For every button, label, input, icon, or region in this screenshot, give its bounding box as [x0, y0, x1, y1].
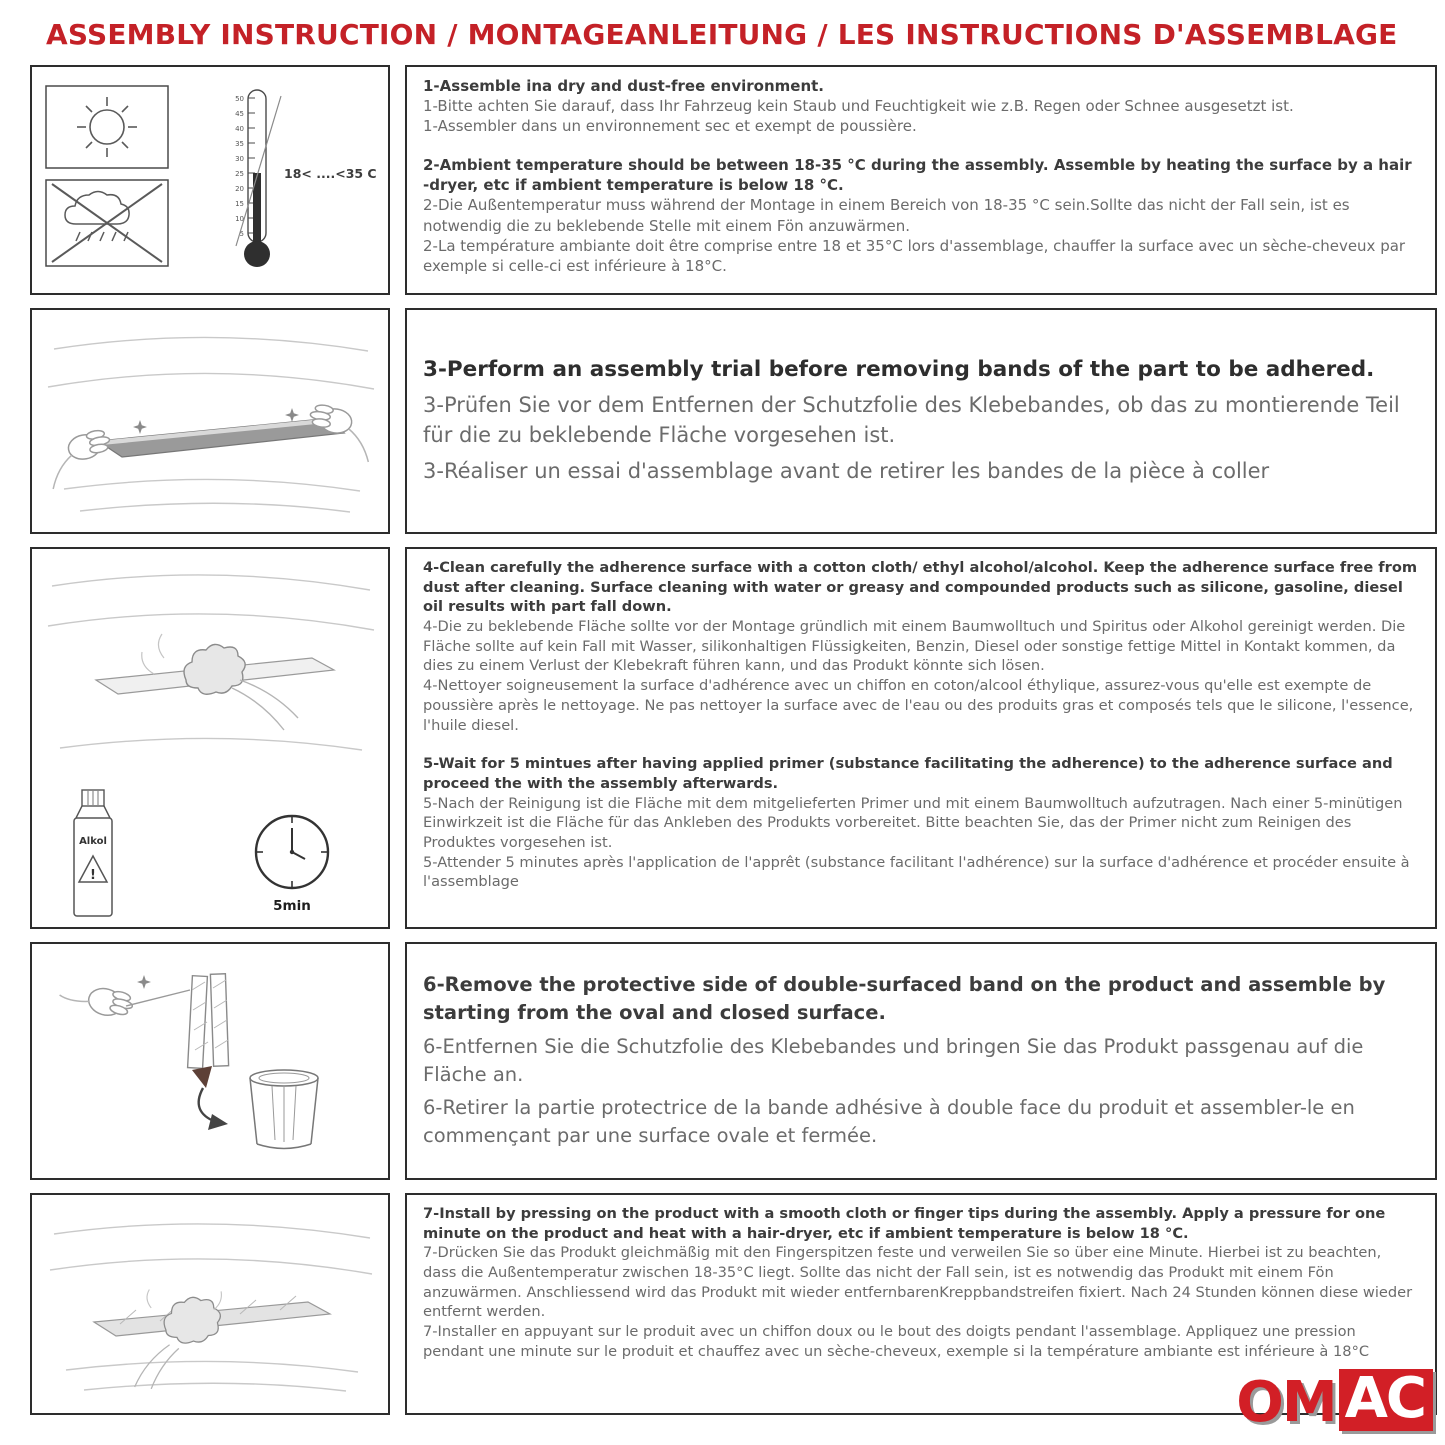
illustration-box-clean: [30, 547, 390, 929]
step-paragraph: 4-Clean carefully the adherence surface with a cotton cloth/ ethyl alcohol/alcohol. Keep the adherence surface free from dust after cleaning. Surface cleaning with water or greasy and compounded products such as silicone, gasoline, diesel oil results with part fall down.: [423, 559, 1418, 616]
step-row-2: [30, 308, 1437, 534]
step-paragraph: 5-Attender 5 minutes après l'application de l'apprêt (substance facilitant l'adhérence) sur la surface d'adhérence et procéder ensuite à l'assemblage: [423, 853, 1410, 891]
sparkle-icon: [137, 975, 151, 989]
step-row-5: [30, 1193, 1437, 1415]
step-paragraph: 3-Prüfen Sie vor dem Entfernen der Schutzfolie des Klebebandes, ob das zu montierende Teil für die zu beklebende Fläche vorgesehen ist.: [423, 393, 1400, 447]
hand-icon: [58, 975, 136, 1021]
step-text-band: [405, 942, 1437, 1180]
rain-cross-icon: [52, 184, 162, 262]
step-text-clean: [405, 547, 1437, 929]
step-paragraph: 6-Remove the protective side of double-surfaced band on the product and assemble by starting from the oval and closed surface.: [423, 973, 1386, 1025]
bottle-label: Alkol: [79, 836, 107, 847]
svg-text:10: 10: [234, 214, 244, 223]
illustration-box-press: [30, 1193, 390, 1415]
warning-exclamation: !: [90, 868, 96, 883]
step-text-environment: [405, 65, 1437, 295]
step-paragraph: 3-Réaliser un essai d'assemblage avant de retirer les bandes de la pièce à coller: [423, 458, 1270, 483]
svg-text:45: 45: [234, 109, 244, 118]
clock-label: 5min: [273, 898, 311, 914]
svg-text:5: 5: [239, 229, 244, 238]
temperature-illustration: [38, 78, 383, 283]
omac-logo: [1236, 1366, 1433, 1435]
step-paragraph: 2-Ambient temperature should be between 18-35 °C during the assembly. Assemble by heating the surface by a hair -dryer, etc if ambient temperature is below 18 °C.: [423, 156, 1412, 195]
thermometer-range-label: 18< ....<35 C: [283, 165, 377, 181]
adhesive-bands-icon: [188, 973, 229, 1068]
cloth-icon: [135, 1290, 222, 1389]
svg-text:50: 50: [234, 94, 244, 103]
step-row-1: [30, 65, 1437, 295]
alcohol-bottle-icon: [74, 790, 112, 916]
step-row-4: [30, 942, 1437, 1180]
illustration-box-environment: [30, 65, 390, 295]
step-paragraph: 1-Assembler dans un environnement sec et exempt de poussière.: [423, 117, 917, 136]
svg-text:25: 25: [234, 169, 244, 178]
step-paragraph: 4-Nettoyer soigneusement la surface d'adhérence avec un chiffon en coton/alcool éthylique, assurez-vous qu'elle est exempte de poussière après le nettoyage. Ne pas nettoyer la surface avec de l'eau ou des produits gras et composés tels que le silicone, l'essence, l'huile diesel.: [423, 677, 1414, 734]
step-paragraph: 7-Install by pressing on the product with a smooth cloth or finger tips during the assembly. Apply a pressure for one minute on the product and heat with a hair-dryer, etc if ambient temperature is below 18 °C.: [423, 1205, 1386, 1242]
step-paragraph: 2-La température ambiante doit être comprise entre 18 et 35°C lors d'assemblage, chauffer la surface avec un sèche-cheveux par exemple si celle-ci est inférieure à 18°C.: [423, 236, 1406, 275]
svg-text:15: 15: [234, 199, 244, 208]
sparkle-icon: [285, 408, 299, 422]
step-text-trial: [405, 308, 1437, 534]
pressing-illustration: [40, 1204, 380, 1404]
trash-can-icon: [250, 1070, 318, 1149]
sparkle-icon: [133, 420, 147, 434]
clock-icon: [256, 816, 328, 914]
step-paragraph: 7-Installer en appuyant sur le produit avec un chiffon doux ou le bout des doigts pendant l'assemblage. Appliquez une pression pendant une minute sur le produit et chauffez avec un sèche-cheveux, exemple si la température ambiante est inférieure à 18°C: [423, 1323, 1370, 1360]
sun-icon: [77, 97, 137, 157]
step-paragraph: 6-Entfernen Sie die Schutzfolie des Klebebandes und bringen Sie das Produkt passgenau auf die Fläche an.: [423, 1034, 1364, 1086]
step-paragraph: 4-Die zu beklebende Fläche sollte vor der Montage gründlich mit einem Baumwolltuch und Spiritus oder Alkohol gereinigt werden. Die Fläche sollte auf kein Fall mit Wasser, silikonhaltigen Flüssigkeiten, Benzin, Diesel oder sonstige fettige Mittel in Kontakt kommen, da dies zu einem Verlust der Klebekraft führen kann, und das Produkt könnte sich lösen.: [423, 618, 1406, 675]
step-paragraph: 1-Assemble ina dry and dust-free environment.: [423, 77, 825, 95]
door-sill-trial-illustration: [40, 319, 380, 524]
step-paragraph: 1-Bitte achten Sie darauf, dass Ihr Fahrzeug kein Staub und Feuchtigkeit wie z.B. Regen oder Schnee ausgesetzt ist.: [423, 97, 1294, 116]
svg-text:40: 40: [234, 124, 244, 133]
page-title: ASSEMBLY INSTRUCTION / MONTAGEANLEITUNG / LES INSTRUCTIONS D'ASSEMBLAGE: [46, 18, 1398, 51]
left-hand-icon: [44, 428, 116, 488]
thermometer-icon: [235, 90, 377, 267]
illustration-box-band: [30, 942, 390, 1180]
step-paragraph: 5-Wait for 5 mintues after having applied primer (substance facilitating the adherence) to the adherence surface and proceed the with the assembly afterwards.: [423, 755, 1393, 792]
peeled-liner-icon: [192, 1066, 212, 1088]
step-paragraph: 6-Retirer la partie protectrice de la bande adhésive à double face du produit et assembler-le en commençant par une surface ovale et fermée.: [423, 1096, 1355, 1147]
illustration-box-trial: [30, 308, 390, 534]
omac-logo-left: OM: [1236, 1370, 1336, 1435]
cleaning-illustration: [40, 552, 380, 924]
svg-text:35: 35: [234, 139, 244, 148]
svg-text:30: 30: [234, 154, 244, 163]
step-paragraph: 7-Drücken Sie das Produkt gleichmäßig mit den Fingerspitzen feste und verweilen Sie so über eine Minute. Hierbei ist zu beachten, dass die Außentemperatur zwischen 18-35°C liegt. Sollte das nicht der Fall sein, ist es notwendig das Produkt mit einem Fön anzuwärmen. Anschliessend wird das Produkt mit wieder entfernbarenKreppbandstreifen fixiert. Nach 24 Stunden können diese wieder entfernt werden.: [423, 1244, 1413, 1321]
omac-logo-right: AC: [1339, 1369, 1433, 1431]
svg-text:20: 20: [234, 184, 244, 193]
band-removal-illustration: [40, 954, 380, 1169]
step-paragraph: 5-Nach der Reinigung ist die Fläche mit dem mitgelieferten Primer und mit einem Baumwolltuch aufzutragen. Nach einer 5-minütigen Einwirkzeit ist die Fläche für das Ankleben des Produkts vorbereitet. Bitte beachten Sie, das der Primer nicht zum Reinigen des Produktes vorgesehen ist.: [423, 794, 1403, 851]
step-paragraph: 2-Die Außentemperatur muss während der Montage in einem Bereich von 18-35 °C sein.Sollte das nicht der Fall sein, ist es notwendig die zu beklebende Stelle mit einem Fön anzuwärmen.: [423, 196, 1350, 235]
step-paragraph: 3-Perform an assembly trial before removing bands of the part to be adhered.: [423, 356, 1375, 382]
step-row-3: [30, 547, 1437, 929]
